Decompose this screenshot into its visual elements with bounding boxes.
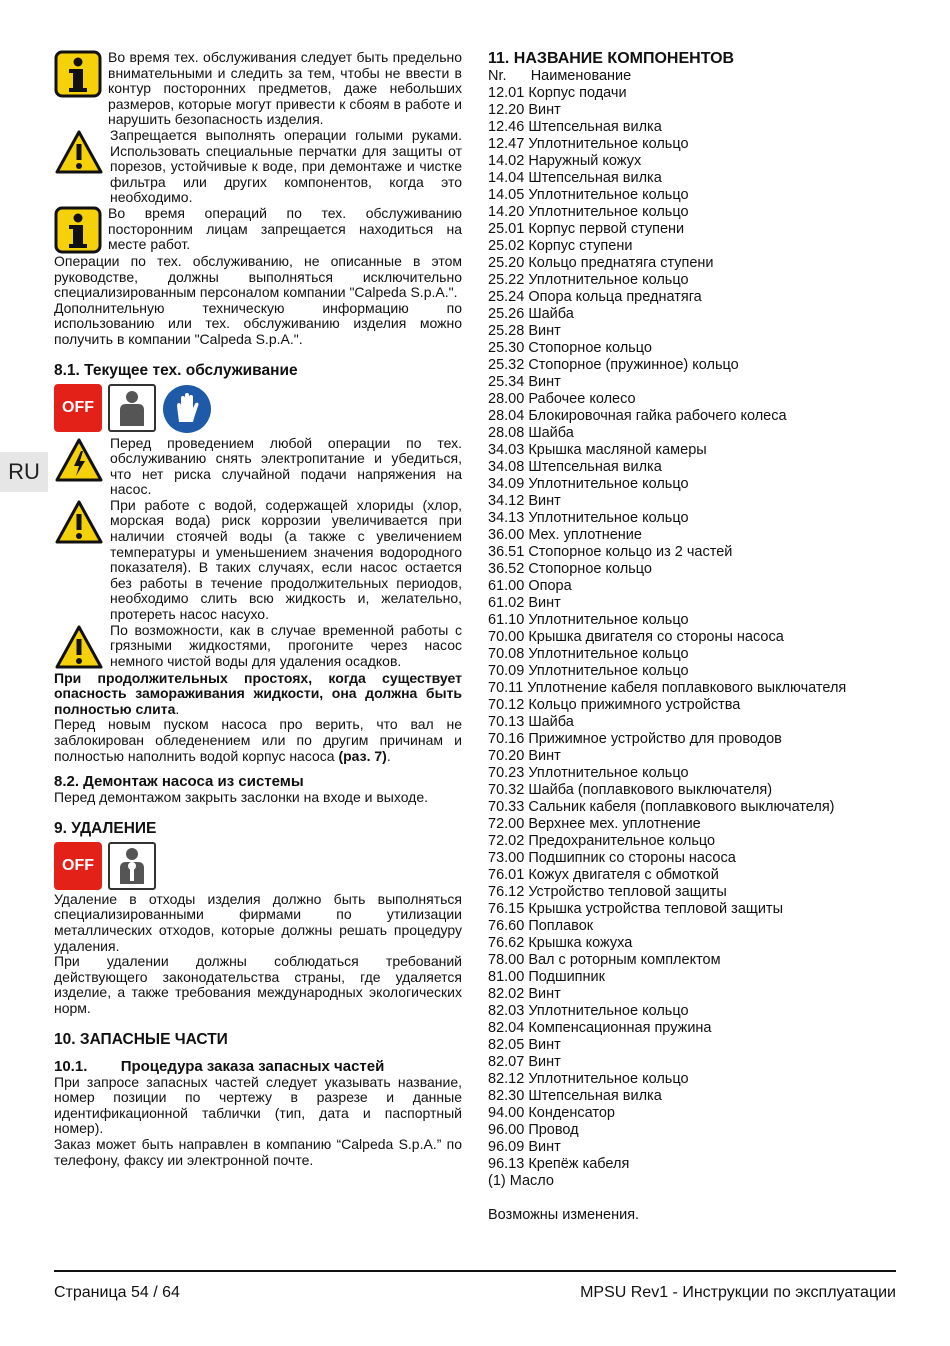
language-tab: RU [0, 452, 48, 492]
component-item: 82.12 Уплотнительное кольцо [488, 1071, 689, 1087]
component-item: 70.00 Крышка двигателя со стороны насоса [488, 629, 784, 645]
changes-note: Возможны изменения. [488, 1207, 640, 1223]
component-item: 25.28 Винт [488, 323, 561, 339]
text: Перед новым пуском насоса про верить, что вал не заблокирован обледенением или по другим причинам и полностью наполнить водой корпус насоса [54, 716, 462, 764]
component-item: 70.09 Уплотнительное кольцо [488, 663, 689, 679]
component-item: 28.04 Блокировочная гайка рабочего колеса [488, 408, 787, 424]
component-item: 14.02 Наружный кожух [488, 153, 642, 169]
component-item: 76.62 Крышка кожуха [488, 935, 633, 951]
component-item: 82.07 Винт [488, 1054, 561, 1070]
component-item: 94.00 Конденсатор [488, 1105, 615, 1121]
component-item: 61.00 Опора [488, 578, 572, 594]
info-icon [54, 206, 102, 254]
paragraph: Заказ может быть направлен в компанию “Calpeda S.p.A.” по телефону, факсу ии электронной почте. [54, 1135, 462, 1168]
component-item: 34.13 Уплотнительное кольцо [488, 510, 689, 526]
component-item: 61.02 Винт [488, 595, 561, 611]
component-item: 70.32 Шайба (поплавкового выключателя) [488, 782, 773, 798]
bold-text: (раз. 7) [338, 747, 387, 764]
paragraph: Дополнительную техническую информацию по использованию или тех. обслуживанию изделия можно получить в компании "Calpeda S.p.A.". [54, 299, 462, 347]
component-item: 25.30 Стопорное кольцо [488, 340, 652, 356]
paragraph: Операции по тех. обслуживанию, не описанные в этом руководстве, должны выполняться исключительно специализированным персоналом компании "Calpeda S.p.A.". [54, 252, 462, 301]
technician-icon [108, 842, 156, 890]
warning-note-1 [54, 128, 462, 206]
section-heading-11: 11. НАЗВАНИЕ КОМПОНЕНТОВ [488, 50, 735, 67]
component-item: 14.04 Штепсельная вилка [488, 170, 662, 186]
component-item: 12.47 Уплотнительное кольцо [488, 136, 689, 152]
qualified-person-icon [108, 384, 156, 432]
component-item: 96.00 Провод [488, 1122, 579, 1138]
bold-text: При продолжительных простоях, когда существует опасность замораживания жидкости, она должна быть полностью слита [54, 669, 462, 717]
text: . [175, 700, 180, 717]
component-item: 25.24 Опора кольца преднатяга [488, 289, 702, 305]
page-number: Страница 54 / 64 [54, 1284, 180, 1301]
paragraph: При запросе запасных частей следует указывать название, номер позиции по чертежу в разрезе и данные идентификационной таблички (тип, дата и паспортный номер). [54, 1073, 462, 1137]
components-list [488, 85, 908, 1190]
warning-note-3 [54, 623, 462, 671]
component-item: 36.00 Мех. уплотнение [488, 527, 642, 543]
component-item: 12.01 Корпус подачи [488, 85, 627, 101]
warning-icon [54, 128, 104, 176]
component-item: 25.20 Кольцо преднатяга ступени [488, 255, 714, 271]
component-item: 28.08 Шайба [488, 425, 574, 441]
component-item: 28.00 Рабочее колесо [488, 391, 636, 407]
right-column [488, 50, 908, 1224]
component-item: 36.51 Стопорное кольцо из 2 частей [488, 544, 733, 560]
left-column [54, 50, 462, 1168]
info-icon [54, 50, 102, 98]
component-item: 14.05 Уплотнительное кольцо [488, 187, 689, 203]
section-heading-8-1: 8.1. Текущее тех. обслуживание [54, 361, 298, 379]
component-item: 76.12 Устройство тепловой защиты [488, 884, 727, 900]
info-note-2 [54, 206, 462, 254]
component-item: 70.13 Шайба [488, 714, 574, 730]
component-item: 34.08 Штепсельная вилка [488, 459, 662, 475]
paragraph: Во время тех. обслуживания следует быть предельно внимательными и следить за тем, чтобы не ввести в контур посторонних предметов, даже небольших размеров, которые могут привести к сбоям в работе и нарушить безопасность изделия. [108, 49, 462, 128]
warning-icon [54, 623, 104, 671]
component-item: 25.02 Корпус ступени [488, 238, 633, 254]
disposal-icons-row [54, 842, 462, 890]
component-item: 81.00 Подшипник [488, 969, 605, 985]
info-note-1 [54, 50, 462, 128]
component-item: 82.30 Штепсельная вилка [488, 1088, 662, 1104]
component-item: 82.05 Винт [488, 1037, 561, 1053]
component-item: 25.32 Стопорное (пружинное) кольцо [488, 357, 739, 373]
paragraph: По возможности, как в случае временной работы с грязными жидкостями, прогоните через насос немного чистой воды для удаления осадков. [110, 621, 462, 669]
section-heading-10-1: 10.1. Процедура заказа запасных частей [54, 1057, 385, 1075]
component-item: 96.09 Винт [488, 1139, 561, 1155]
component-item: 73.00 Подшипник со стороны насоса [488, 850, 736, 866]
paragraph: При удалении должны соблюдаться требований действующего законодательства страны, где удаляется изделие, а также требования международных экологических норм. [54, 953, 462, 1016]
section-heading-9: 9. УДАЛЕНИЕ [54, 819, 157, 837]
paragraph [54, 717, 462, 764]
electric-warning-note [54, 436, 462, 498]
component-item: 25.34 Винт [488, 374, 561, 390]
component-item: 70.16 Прижимное устройство для проводов [488, 731, 782, 747]
component-item: 70.33 Сальник кабеля (поплавкового выключателя) [488, 799, 835, 815]
component-item: 76.60 Поплавок [488, 918, 594, 934]
component-item: 72.02 Предохранительное кольцо [488, 833, 716, 849]
component-item: 34.12 Винт [488, 493, 561, 509]
power-off-icon: OFF [54, 842, 102, 890]
component-item: 25.22 Уплотнительное кольцо [488, 272, 689, 288]
warning-note-2 [54, 498, 462, 623]
component-item: 70.23 Уплотнительное кольцо [488, 765, 689, 781]
gloves-icon [162, 384, 212, 434]
electric-hazard-icon [54, 436, 104, 484]
component-item: 70.08 Уплотнительное кольцо [488, 646, 689, 662]
component-item: 61.10 Уплотнительное кольцо [488, 612, 689, 628]
component-item: 14.20 Уплотнительное кольцо [488, 204, 689, 220]
component-item: 12.20 Винт [488, 102, 561, 118]
component-item: 76.01 Кожух двигателя с обмоткой [488, 867, 719, 883]
component-item: 70.11 Уплотнение кабеля поплавкового выключателя [488, 680, 847, 696]
component-item: 82.02 Винт [488, 986, 561, 1002]
paragraph: Удаление в отходы изделия должно быть выполняться специализированными фирмами по утилизации металлических отходов, которые должны решать процедуру удаления. [54, 890, 462, 954]
component-item: 70.12 Кольцо прижимного устройства [488, 697, 741, 713]
paragraph: При работе с водой, содержащей хлориды (хлор, морская вода) риск коррозии увеличивается при наличии стоячей воды (а также с увеличением температуры и уменьшением значения водородного показателя). В таких случаях, если насос остается без работы в течение продолжительных периодов, необходимо слить всю жидкость и, желательно, протереть насос насухо. [110, 496, 462, 623]
section-heading-8-2: 8.2. Демонтаж насоса из системы [54, 773, 304, 791]
component-item: 82.03 Уплотнительное кольцо [488, 1003, 689, 1019]
safety-icons-row [54, 384, 462, 434]
footer-divider [54, 1270, 896, 1272]
component-item: 96.13 Крепёж кабеля [488, 1156, 630, 1172]
document-title: MPSU Rev1 - Инструкции по эксплуатации [580, 1284, 896, 1301]
paragraph [54, 671, 462, 718]
paragraph: Во время операций по тех. обслуживанию посторонним лицам запрещается находиться на месте работ. [108, 204, 462, 253]
component-item: (1) Масло [488, 1173, 554, 1189]
component-item: 82.04 Компенсационная пружина [488, 1020, 712, 1036]
section-heading-10: 10. ЗАПАСНЫЕ ЧАСТИ [54, 1030, 228, 1048]
paragraph: Перед демонтажом закрыть заслонки на входе и выходе. [54, 789, 429, 806]
component-item: 25.01 Корпус первой ступени [488, 221, 685, 237]
text: . [386, 747, 391, 764]
paragraph: Перед проведением любой операции по тех. обслуживанию снять электропитание и убедиться, что нет риска случайной подачи напряжения на насос. [110, 434, 462, 498]
warning-icon [54, 498, 104, 546]
component-item: 34.09 Уплотнительное кольцо [488, 476, 689, 492]
component-item: 72.00 Верхнее мех. уплотнение [488, 816, 701, 832]
component-item: 70.20 Винт [488, 748, 561, 764]
component-item: 76.15 Крышка устройства тепловой защиты [488, 901, 783, 917]
paragraph: Запрещается выполнять операции голыми руками. Использовать специальные перчатки для защиты от порезов, устойчивые к воде, при демонтаже и чистке фильтра или других компонентов, когда это необходимо. [110, 126, 462, 206]
components-table-header: Nr. Наименование [488, 68, 632, 84]
component-item: 25.26 Шайба [488, 306, 574, 322]
component-item: 34.03 Крышка масляной камеры [488, 442, 707, 458]
component-item: 78.00 Вал с роторным комплектом [488, 952, 721, 968]
component-item: 36.52 Стопорное кольцо [488, 561, 652, 577]
power-off-icon: OFF [54, 384, 102, 432]
component-item: 12.46 Штепсельная вилка [488, 119, 662, 135]
